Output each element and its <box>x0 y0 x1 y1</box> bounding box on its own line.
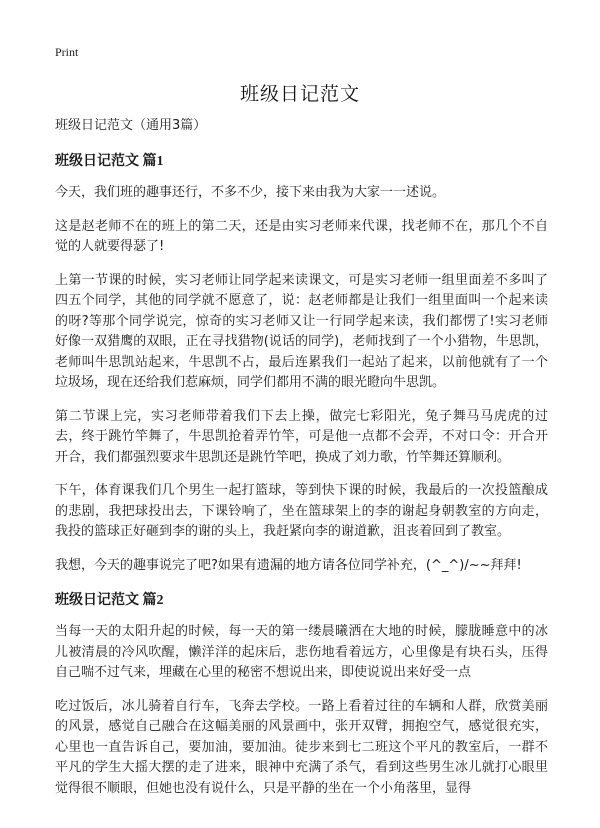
print-label: Print <box>55 45 79 59</box>
section-heading: 班级日记范文 篇1 <box>55 154 164 169</box>
paragraph: 我想，今天的趣事说完了吧?如果有遗漏的地方请各位同学补充，(^_^)/~~拜拜! <box>55 557 522 573</box>
document-body <box>55 116 548 812</box>
paragraph: 吃过饭后，冰儿骑着自行车，飞奔去学校。一路上看着过往的车辆和人群，欣赏美丽的风景，感觉自己融合在这幅美丽的风景画中，张开双臂，拥抱空气，感觉很充实，心里也一直告诉自己，要加油，要加油。徒步来到七二班这个平凡的教室后，一群不平凡的学生大摇大摆的走了进来，眼神中充满了杀气，看到这些男生冰儿就打心眼里觉得很不顺眼，但她也没有说什么，只是平静的坐在一个小角落里，显得 <box>55 698 548 796</box>
page-title: 班级日记范文 <box>239 83 360 105</box>
section-2 <box>55 589 548 799</box>
paragraph: 这是赵老师不在的班上的第二天，还是由实习老师来代课，找老师不在，那几个不自觉的人就要得瑟了! <box>55 218 548 254</box>
paragraph: 上第一节课的时候，实习老师让同学起来读课文，可是实习老师一组里面差不多叫了四五个同学，其他的同学就不愿意了，说：赵老师都是让我们一组里面叫一个起来读的呀?等那个同学说完，惊奇的实习老师又让一行同学起来读，我们都愣了!实习老师好像一双猎鹰的双眼，正在寻找猎物(说话的同学)，老师找到了一个小猎物，牛思凯，老师叫牛思凯站起来，牛思凯不占，最后连累我们一起站了起来，以前他就有了一个垃圾场，现在还给我们惹麻烦，同学们都用不满的眼光瞪向牛思凯。 <box>55 272 548 390</box>
section-heading: 班级日记范文 篇2 <box>55 593 164 608</box>
section-1 <box>55 150 548 576</box>
paragraph: 下午，体育课我们几个男生一起打篮球，等到快下课的时候，我最后的一次投篮酿成的悲剧，我把球投出去，下课铃响了，坐在篮球架上的李的谢起身朝教室的方向走，我投的篮球正好砸到李的谢的头上，我赶紧向李的谢道歉，沮丧着回到了教室。 <box>55 483 548 539</box>
paragraph: 今天，我们班的趣事还行，不多不少，接下来由我为大家一一述说。 <box>55 185 446 200</box>
paragraph: 当每一天的太阳升起的时候，每一天的第一缕晨曦洒在大地的时候，朦胧睡意中的冰儿被清晨的冷风吹醒，懒洋洋的起床后，悲伤地看着远方，心里像是有块石头，压得自己喘不过气来，埋藏在心里的秘密不想说出来，即使说说出来好受一点 <box>55 624 548 680</box>
document-intro: 班级日记范文（通用3篇） <box>55 118 207 133</box>
paragraph: 第二节课上完，实习老师带着我们下去上操，做完七彩阳光，兔子舞马马虎虎的过去，终于跳竹竿舞了，牛思凯抢着弄竹竿，可是他一点都不会弄，不对口令：开合开开合，我们都强烈要求牛思凯还是跳竹竿吧，换成了刘力歌，竹竿舞还算顺利。 <box>55 408 548 465</box>
